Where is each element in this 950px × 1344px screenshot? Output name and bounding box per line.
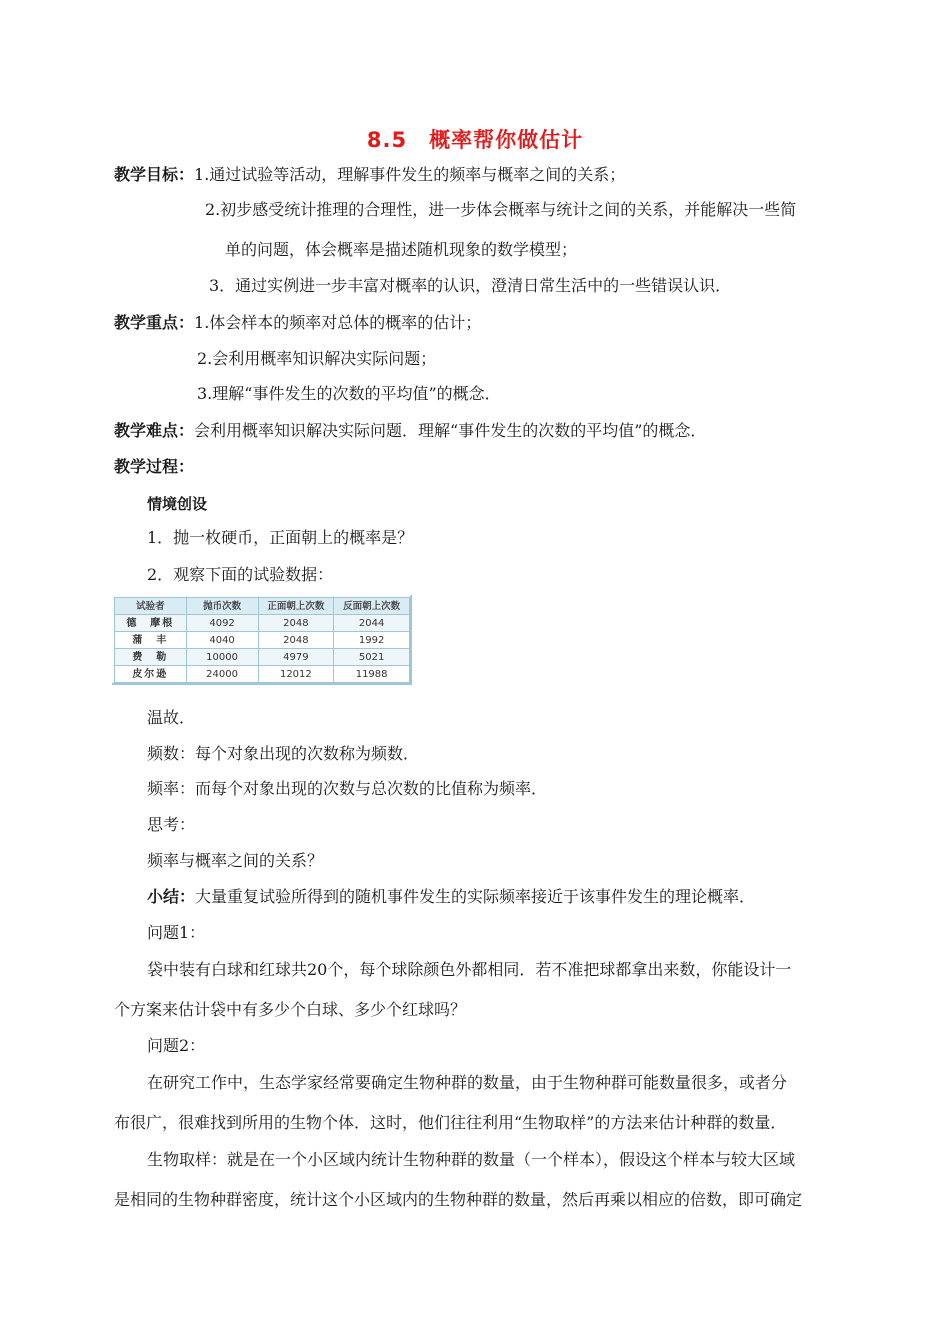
summary-line — [147, 887, 755, 907]
problem-2-line-1: 在研究工作中，生态学家经常要确定生物种群的数量，由于生物种群可能数量很多，或者分 — [147, 1073, 788, 1092]
think-label: 思考： — [147, 815, 196, 834]
section-heading: 情境创设 — [147, 495, 208, 513]
table-cell: 1992 — [334, 632, 410, 649]
key-points-line-1 — [114, 313, 481, 333]
objective-item-2a: 2.初步感受统计推理的合理性，进一步体会概率与统计之间的关系，并能解决一些简 — [205, 200, 797, 219]
process-label: 教学过程： — [114, 457, 195, 476]
summary-label: 小结： — [147, 887, 196, 906]
table-cell: 蒲 丰 — [115, 632, 187, 649]
table-cell: 2044 — [334, 615, 410, 632]
table-header-cell: 反面朝上次数 — [334, 598, 410, 615]
coin-toss-table — [114, 597, 410, 683]
question-1: 1．抛一枚硬币，正面朝上的概率是？ — [147, 528, 414, 547]
objective-item-1: 1.通过试验等活动，理解事件发生的频率与概率之间的关系； — [194, 165, 626, 184]
problem-2-label: 问题2： — [147, 1036, 206, 1055]
problem-1-line-1: 袋中装有白球和红球共20个，每个球除颜色外都相同．若不准把球都拿出来数，你能设计一 — [147, 960, 792, 979]
problem-2-line-2: 布很广，很难找到所用的生物个体．这时，他们往往利用“生物取样”的方法来估计种群的数量． — [114, 1113, 787, 1132]
table-cell: 5021 — [334, 649, 410, 666]
table-cell: 费 勒 — [115, 649, 187, 666]
objective-item-3: 3．通过实例进一步丰富对概率的认识，澄清日常生活中的一些错误认识． — [209, 276, 732, 295]
objectives-line-1 — [114, 165, 625, 185]
key-point-item-1: 1.体会样本的频率对总体的概率的估计； — [194, 313, 482, 332]
lesson-title: 8.5 概率帮你做估计 — [366, 128, 584, 152]
table-cell: 2048 — [258, 632, 334, 649]
key-point-item-3: 3.理解“事件发生的次数的平均值”的概念． — [197, 384, 501, 403]
relation-question: 频率与概率之间的关系？ — [147, 851, 324, 870]
review-heading: 温故． — [147, 708, 196, 727]
frequency-count-def: 频数：每个对象出现的次数称为频数． — [147, 744, 420, 763]
table-header-cell: 试验者 — [115, 598, 187, 615]
summary-text: 大量重复试验所得到的随机事件发生的实际频率接近于该事件发生的理论概率． — [195, 887, 756, 906]
table-cell: 4979 — [258, 649, 334, 666]
frequency-rate-def: 频率：而每个对象出现的次数与总次数的比值称为频率． — [147, 779, 548, 798]
table-row — [115, 666, 410, 683]
table-cell: 12012 — [258, 666, 334, 683]
difficulties-line — [114, 421, 706, 441]
key-point-item-2: 2.会利用概率知识解决实际问题； — [197, 349, 437, 368]
objectives-label: 教学目标： — [114, 165, 195, 184]
table-header-row — [115, 598, 410, 615]
objective-item-2b: 单的问题，体会概率是描述随机现象的数学模型； — [225, 240, 578, 259]
table-header-cell: 抛币次数 — [186, 598, 258, 615]
question-2: 2．观察下面的试验数据： — [147, 565, 334, 584]
problem-2-line-3: 生物取样：就是在一个小区域内统计生物种群的数量（一个样本），假设这个样本与较大区域 — [147, 1150, 796, 1169]
table-header-cell: 正面朝上次数 — [258, 598, 334, 615]
difficulties-label: 教学难点： — [114, 421, 195, 440]
table-cell: 24000 — [186, 666, 258, 683]
table-cell: 皮尔逊 — [115, 666, 187, 683]
table-row — [115, 615, 410, 632]
table-cell: 10000 — [186, 649, 258, 666]
problem-1-label: 问题1： — [147, 923, 206, 942]
table-cell: 11988 — [334, 666, 410, 683]
table-cell: 2048 — [258, 615, 334, 632]
table-cell: 4040 — [186, 632, 258, 649]
key-points-label: 教学重点： — [114, 313, 195, 332]
table-cell: 德 摩根 — [115, 615, 187, 632]
table-row — [115, 632, 410, 649]
table-cell: 4092 — [186, 615, 258, 632]
table-row — [115, 649, 410, 666]
difficulties-text: 会利用概率知识解决实际问题．理解“事件发生的次数的平均值”的概念． — [194, 421, 707, 440]
problem-1-line-2: 个方案来估计袋中有多少个白球、多少个红球吗？ — [114, 1000, 467, 1019]
problem-2-line-4: 是相同的生物种群密度，统计这个小区域内的生物种群的数量，然后再乘以相应的倍数，即可确定 — [114, 1190, 803, 1209]
